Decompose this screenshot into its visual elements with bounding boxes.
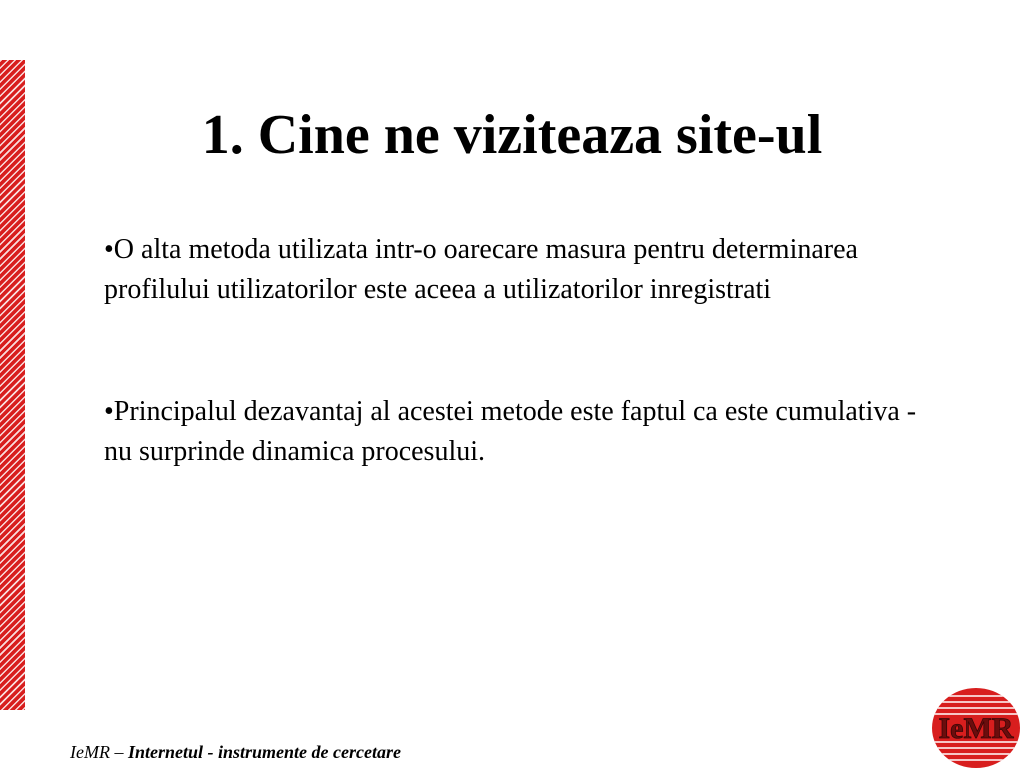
footer-separator: – — [109, 742, 128, 762]
footer-org: IeMR — [70, 742, 110, 762]
logo-text: IeMR — [938, 712, 1014, 745]
slide-title: 1. Cine ne viziteaza site-ul — [201, 104, 823, 166]
bullet-item: •O alta metoda utilizata intr-o oarecare masura pentru determinarea profilului utilizatorilor este aceea a utilizatorilor inregistrati — [104, 234, 858, 305]
footer-title: Internetul - instrumente de cercetare — [127, 742, 401, 762]
bullet-list — [104, 230, 944, 554]
footer — [70, 740, 401, 764]
iemr-logo-icon — [926, 684, 1024, 768]
bullet-item: •Principalul dezavantaj al acestei metode este faptul ca este cumulativa - nu surprinde dinamica procesului. — [104, 396, 917, 467]
